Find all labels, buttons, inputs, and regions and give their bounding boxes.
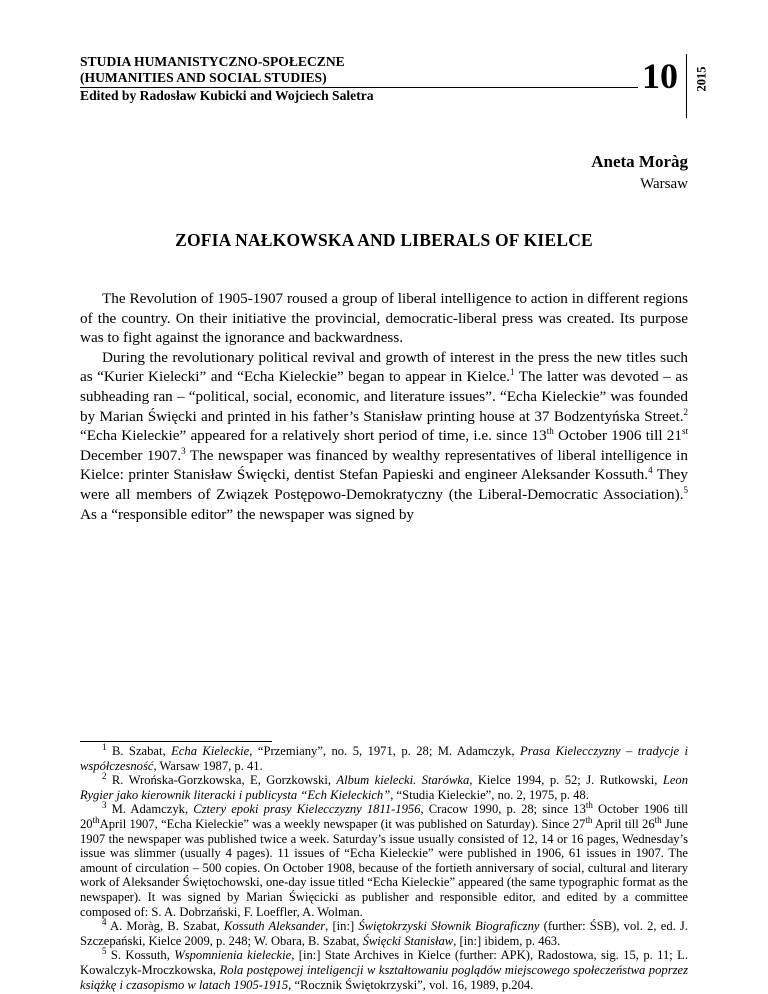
journal-masthead — [80, 54, 640, 104]
issue-number: 10 — [642, 56, 678, 96]
journal-title-english: (HUMANITIES AND SOCIAL STUDIES) — [80, 69, 327, 85]
paragraph-1: The Revolution of 1905-1907 roused a group of liberal intelligence to action in different regions of the country. On their initiative the provincial, democratic-liberal press was created. Its purpose was to fight against the ignorance and backwardness. — [80, 290, 688, 347]
issue-year-box — [694, 54, 710, 104]
journal-title: STUDIA HUMANISTYCZNO-SPOŁECZNE — [80, 54, 345, 69]
footnote-marker: 1 — [509, 367, 515, 378]
paragraph-2: During the revolutionary political revival and growth of interest in the press the new titles such as “Kurier Kielecki” and “Echa Kieleckie” began to appear in Kielce.$^1$ The latter was devoted – as subheading ran – “political, social, economic, and literature issues”. “Echa Kieleckie” was founded by Marian Święcki and printed in his father’s Stanisław printing house at 37 Bodzentyńska Street.$^2$ “Echa Kieleckie” appeared for a relatively short period of time, i.e. since 13th October 1906 till 21st December 1907.$^3$ The newspaper was financed by wealthy representatives of liberal intelligence in Kielce: printer Stanisław Święcki, dentist Stefan Papieski and engineer Aleksander Kossuth.$^4$ They were all members of Związek Postępowo-Demokratyczny (the Liberal-Democratic Association).$^5$ As a “responsible editor” the newspaper was signed by — [80, 348, 688, 523]
footnote-5: $^5$ S. Kossuth, Wspomnienia kieleckie, [in:] State Archives in Kielce (further: APK), Radostowa, sig. 15, p. 11; L. Kowalczyk-Mroczkowska, Rola postępowej inteligencji w kształtowaniu poglądów miejscowego społeczeństwa poprzez książkę i czasopismo w latach 1905-1915, “Rocznik Świętokrzyski”, vol. 16, 1989, p.204. — [80, 946, 688, 992]
author-affiliation: Warsaw — [640, 176, 688, 192]
author-name: Aneta Moràg — [591, 152, 688, 171]
footnote-1: $^1$ B. Szabat, Echa Kieleckie, “Przemiany”, no. 5, 1971, p. 28; M. Adamczyk, Prasa Kielecczyzny – tradycje i współczesność, Warsaw 1987, p. 41. — [80, 741, 688, 773]
article-body — [80, 289, 688, 524]
footnote-marker: 3 — [181, 445, 186, 456]
footnote-marker: 5 — [683, 484, 688, 495]
footnotes — [80, 741, 688, 992]
journal-editors: Edited by Radosław Kubicki and Wojciech Saletra — [80, 88, 374, 103]
footnote-3: $^3$ M. Adamczyk, Cztery epoki prasy Kielecczyzny 1811-1956, Cracow 1990, p. 28; since 13th October 1906 till 20thApril 1907, “Echa Kieleckie” was a weekly newspaper (it was published on Saturday). Since 27th April till 26th June 1907 the newspaper was published twice a week. Saturday’s issue usually consisted of 12, 14 or 16 pages, Wednesday’s issue was slimmer (usually 4 pages). 11 issues of “Echa Kieleckie” were published in 1906, 61 issues in 1907. The amount of circulation – 500 copies. On October 1908, because of the fortieth anniversary of social, cultural and literary work of Aleksander Świętochowski, one-day issue titled “Echa Kieleckie” appeared (the same typographic format as the newspaper). It was signed by Marian Święcicki as publisher and responsible editor, and edited by a committee composed of: S. A. Dobrzański, F. Loeffler, A. Wolman. — [80, 800, 688, 919]
journal-header — [80, 54, 709, 118]
issue-year: 2015 — [694, 66, 709, 92]
footnote-marker: 4 — [648, 465, 653, 476]
footnote-separator — [80, 741, 272, 742]
article-title: ZOFIA NAŁKOWSKA AND LIBERALS OF KIELCE — [175, 230, 593, 250]
footnote-marker: 2 — [683, 406, 688, 417]
footnote-2: $^2$ R. Wrońska-Gorzkowska, E, Gorzkowski, Album kielecki. Starówka, Kielce 1994, p. 52; J. Rutkowski, Leon Rygier jako kierownik literacki i publicysta “Ech Kieleckich”, “Studia Kieleckie”, no. 2, 1975, p. 48. — [80, 771, 688, 802]
header-divider — [686, 54, 687, 118]
footnote-4: $^4$ A. Moràg, B. Szabat, Kossuth Aleksander, [in:] Świętokrzyski Słownik Biograficzny (further: ŚSB), vol. 2, ed. J. Szczepański, Kielce 2009, p. 248; W. Obara, B. Szabat, Święcki Stanisław, [in:] ibidem, p. 463. — [80, 916, 688, 948]
